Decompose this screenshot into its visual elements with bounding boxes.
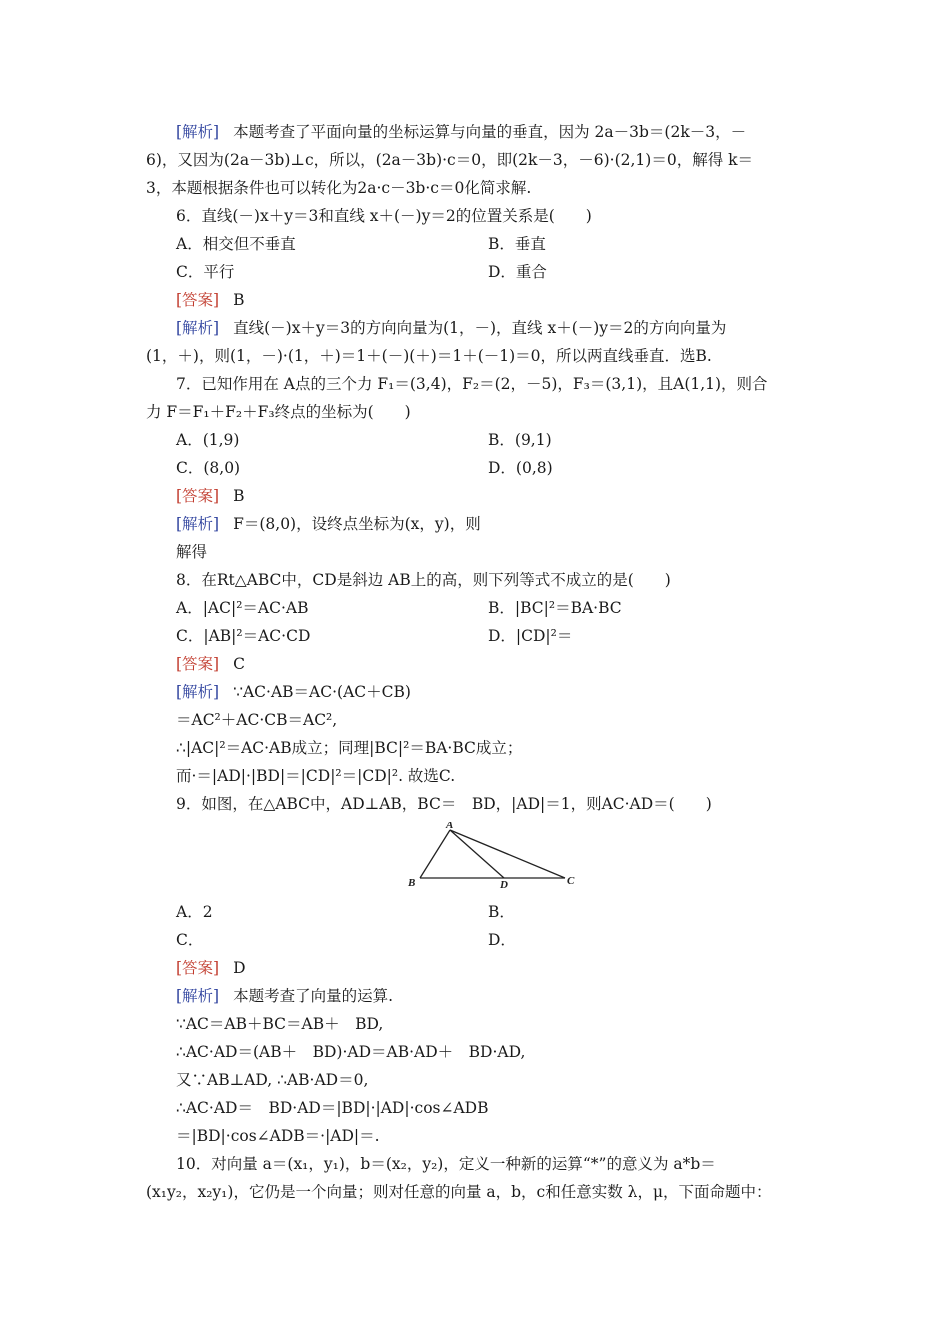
q7-option-d: D．(0,8): [488, 459, 553, 477]
segment-ab: [420, 830, 450, 878]
segment-ad: [450, 830, 504, 878]
q8-stem: 8．在Rt△ABC中，CD是斜边 AB上的高，则下列等式不成立的是( ): [176, 571, 671, 589]
answer-tag: [答案]: [176, 655, 220, 673]
q9-option-d: D．: [488, 931, 516, 949]
q6-stem: 6．直线(－)x＋y＝3和直线 x＋(－)y＝2的位置关系是( ): [176, 207, 592, 225]
answer-tag: [答案]: [176, 487, 220, 505]
vertex-label-c: C: [567, 875, 575, 887]
q6-analysis-line-2: (1，＋)，则(1，－)·(1，＋)＝1＋(－)(＋)＝1＋(－1)＝0，所以两直线垂直．选B.: [146, 347, 712, 365]
q10-stem-line-1: 10．对向量 a＝(x₁，y₁)，b＝(x₂，y₂)，定义一种新的运算“*”的意义为 a*b＝: [176, 1155, 716, 1173]
q8-analysis-line-1: [解析] ∵AC·AB＝AC·(AC＋CB): [176, 683, 411, 701]
q9-option-a: A．2: [176, 903, 213, 921]
vertex-label-b: B: [408, 877, 416, 889]
analysis-tag: [解析]: [176, 319, 220, 337]
segment-ac: [450, 830, 565, 878]
answer-tag: [答案]: [176, 959, 220, 977]
triangle-figure: [400, 822, 590, 892]
q9-option-b: B．: [488, 903, 515, 921]
q7-option-c: C．(8,0): [176, 459, 241, 477]
q7-analysis-line-2: 解得: [176, 543, 208, 561]
q6-option-b: B．垂直: [488, 235, 546, 253]
q8-analysis-line-2: ＝AC²＋AC·CB＝AC²,: [176, 711, 338, 729]
q8-option-c: C．|AB|²＝AC·CD: [176, 627, 311, 645]
q9-analysis-line-1: [解析] 本题考查了向量的运算.: [176, 987, 394, 1005]
vertex-label-d: D: [500, 879, 508, 891]
q9-analysis-line-5: ∴AC·AD＝ BD·AD＝|BD|·|AD|·cos∠ADB: [176, 1099, 489, 1117]
q7-stem-line-2: 力 F＝F₁＋F₂＋F₃终点的坐标为( ): [146, 403, 411, 421]
q9-answer: [答案] D: [176, 959, 246, 977]
q10-stem-line-2: (x₁y₂，x₂y₁)，它仍是一个向量；则对任意的向量 a，b，c和任意实数 λ，μ，下面命题中：: [146, 1183, 772, 1201]
q8-analysis-line-3: ∴|AC|²＝AC·AB成立；同理|BC|²＝BA·BC成立；: [176, 739, 523, 757]
answer-tag: [答案]: [176, 291, 220, 309]
q9-option-c: C．: [176, 931, 204, 949]
q7-analysis-line-1: [解析] F＝(8,0)，设终点坐标为(x，y)，则: [176, 515, 481, 533]
q7-option-a: A．(1,9): [176, 431, 240, 449]
q7-option-b: B．(9,1): [488, 431, 552, 449]
q5-analysis-line-1: [解析] 本题考查了平面向量的坐标运算与向量的垂直，因为 2a－3b＝(2k－3，－: [176, 123, 747, 141]
q7-stem-line-1: 7．已知作用在 A点的三个力 F₁＝(3,4)，F₂＝(2，－5)，F₃＝(3,1)，且A(1,1)，则合: [176, 375, 768, 393]
analysis-tag: [解析]: [176, 683, 220, 701]
q8-option-b: B．|BC|²＝BA·BC: [488, 599, 622, 617]
analysis-tag: [解析]: [176, 987, 220, 1005]
q9-analysis-line-6: ＝|BD|·cos∠ADB＝·|AD|＝.: [176, 1127, 380, 1145]
q7-answer: [答案] B: [176, 487, 245, 505]
q9-stem: 9．如图，在△ABC中，AD⊥AB，BC＝ BD，|AD|＝1，则AC·AD＝( ): [176, 795, 712, 813]
q6-option-c: C．平行: [176, 263, 235, 281]
q5-analysis-line-3: 3，本题根据条件也可以转化为2a·c－3b·c＝0化简求解.: [146, 179, 532, 197]
analysis-tag: [解析]: [176, 515, 220, 533]
q9-analysis-line-2: ∵AC＝AB＋BC＝AB＋ BD,: [176, 1015, 384, 1033]
q6-analysis-line-1: [解析] 直线(－)x＋y＝3的方向向量为(1，－)，直线 x＋(－)y＝2的方向向量为: [176, 319, 727, 337]
q8-analysis-line-4: 而·＝|AD|·|BD|＝|CD|²＝|CD|². 故选C.: [176, 767, 456, 785]
q8-option-d: D．|CD|²＝: [488, 627, 573, 645]
q6-option-a: A．相交但不垂直: [176, 235, 296, 253]
vertex-label-a: A: [446, 822, 454, 831]
q8-answer: [答案] C: [176, 655, 245, 673]
q9-analysis-line-3: ∴AC·AD＝(AB＋ BD)·AD＝AB·AD＋ BD·AD,: [176, 1043, 526, 1061]
q9-analysis-line-4: 又∵AB⊥AD, ∴AB·AD＝0,: [176, 1071, 369, 1089]
q8-option-a: A．|AC|²＝AC·AB: [176, 599, 309, 617]
q5-analysis-line-2: 6)，又因为(2a－3b)⊥c，所以，(2a－3b)·c＝0，即(2k－3，－6)·(2,1)＝0，解得 k＝: [146, 151, 754, 169]
q6-answer: [答案] B: [176, 291, 245, 309]
analysis-tag: [解析]: [176, 123, 220, 141]
q6-option-d: D．重合: [488, 263, 547, 281]
